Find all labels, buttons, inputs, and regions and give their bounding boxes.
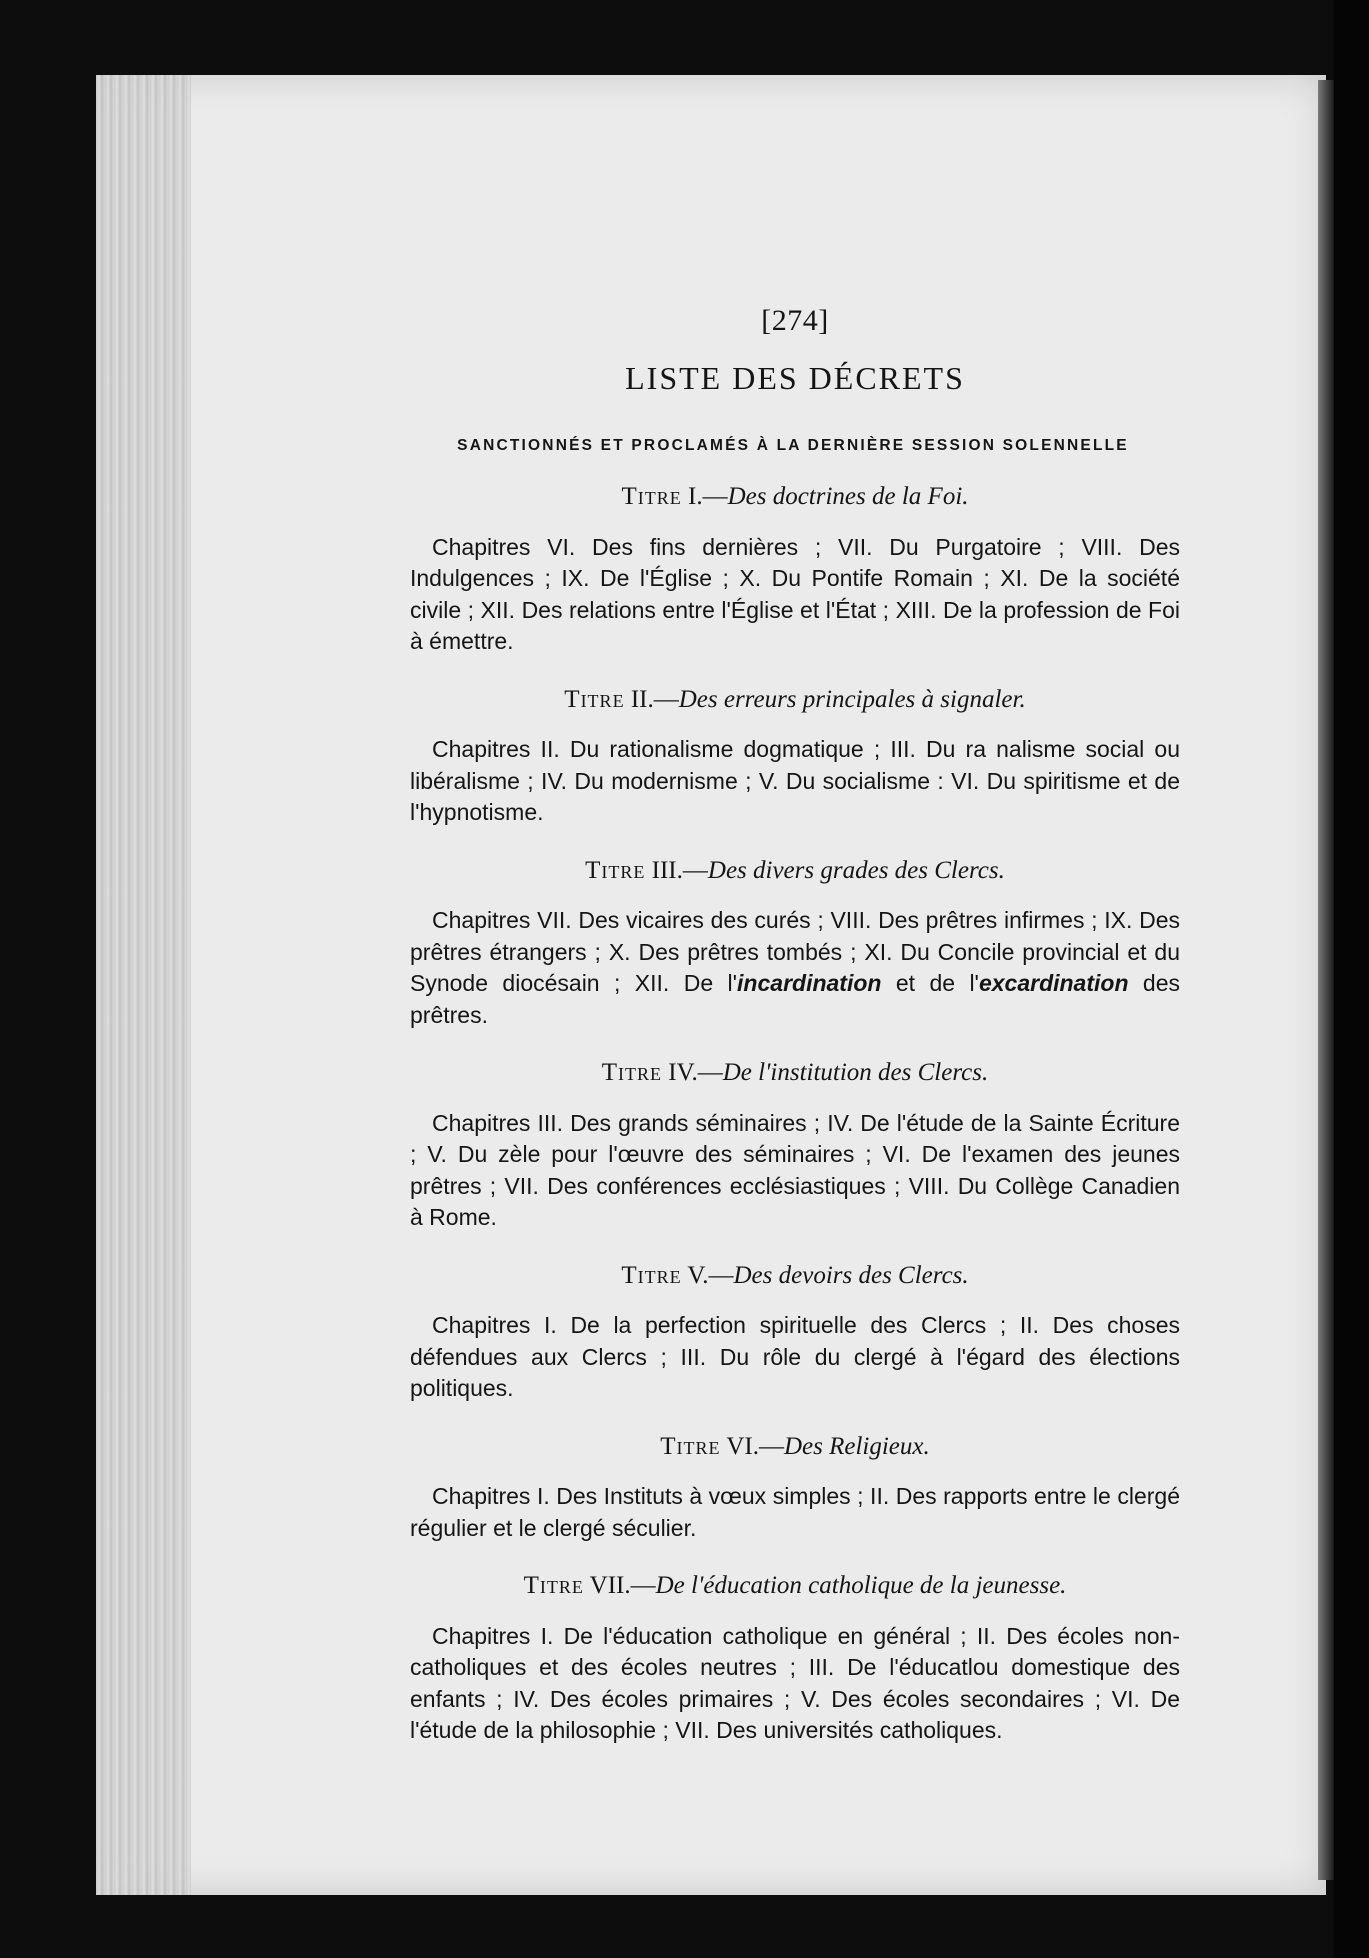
chapitres-text: des prêtres. <box>410 970 1180 1028</box>
chapitres-italic: incardination <box>737 970 882 996</box>
titre-heading <box>410 1570 1180 1603</box>
chapitres-paragraph: Chapitres VI. Des fins dernières ; VII. Du Purgatoire ; VIII. Des Indulgences ; IX. De l'Église ; X. Du Pontife Romain ; XI. De la société civile ; XII. Des relations entre l'Église et l'État ; XIII. De la profession de Foi à émettre. <box>410 533 1180 654</box>
chapitres-paragraph: Chapitres I. De l'éducation catholique en général ; II. Des écoles non-catholiques et des écoles neutres ; III. De l'éducatlou domestique des enfants ; IV. Des écoles primaires ; V. Des écoles secondaires ; VI. De l'étude de la philosophie ; VII. Des universités catholiques. <box>410 1622 1180 1743</box>
titre-section <box>410 1260 1180 1405</box>
page-title: LISTE DES DÉCRETS <box>625 360 965 396</box>
facing-page-edge <box>1318 80 1334 1880</box>
chapitres-paragraph <box>410 905 1180 1031</box>
titre-label: Titre <box>585 856 646 884</box>
titre-label: Titre <box>621 1261 682 1289</box>
titre-section <box>410 1431 1180 1545</box>
chapitres-italic: excardination <box>978 970 1129 996</box>
titre-heading <box>410 855 1180 888</box>
titre-label: Titre <box>660 1432 721 1460</box>
chapitres-paragraph: Chapitres II. Du rationalisme dogmatique ; III. Du ra nalisme social ou libéralisme ; IV. Du modernisme ; V. Du socialisme : VI. Du spiritisme et de l'hypnotisme. <box>410 736 1180 825</box>
titre-section <box>410 1057 1180 1234</box>
chapitres-paragraph: Chapitres I. De la perfection spirituelle des Clercs ; II. Des choses défendues aux Clercs ; III. Du rôle du clergé à l'égard des élections politiques. <box>410 1312 1180 1401</box>
titre-name: Des divers grades des Clercs. <box>707 856 1005 884</box>
titre-heading <box>410 1431 1180 1464</box>
chapitres-text: et de l' <box>881 970 979 996</box>
titre-heading <box>410 1057 1180 1090</box>
titre-name: Des doctrines de la Foi. <box>727 483 969 510</box>
titre-label: Titre <box>564 685 625 713</box>
titre-name: Des Religieux. <box>783 1432 930 1460</box>
titre-name: Des erreurs principales à signaler. <box>678 685 1026 713</box>
chapitres-paragraph: Chapitres III. Des grands séminaires ; IV. De l'étude de la Sainte Écriture ; V. Du zèle pour l'œuvre des séminaires ; VI. De l'examen des jeunes prêtres ; VII. Des conférences ecclésiastiques ; VIII. Du Collège Canadien à Rome. <box>410 1109 1180 1230</box>
titre-number: VI.— <box>726 1432 784 1460</box>
chapitres-text: Chapitres VII. Des vicaires des curés ; VIII. Des prêtres infirmes ; IX. Des prêtres étrangers ; X. Des prêtres tombés ; XI. Du Concile provincial et du Synode diocésain ; XII. De l' <box>410 907 1180 996</box>
titre-name: Des devoirs des Clercs. <box>733 1261 969 1289</box>
titre-heading <box>410 684 1180 717</box>
titre-section <box>410 1570 1180 1747</box>
titre-section <box>410 855 1180 1032</box>
page-gutter <box>96 75 191 1895</box>
chapitres-paragraph: Chapitres I. Des Instituts à vœux simples ; II. Des rapports entre le clergé régulier et le clergé séculier. <box>410 1483 1180 1541</box>
titre-number: IV.— <box>668 1059 723 1086</box>
titre-name: De l'institution des Clercs. <box>722 1059 989 1086</box>
titre-number: III.— <box>651 856 708 884</box>
titre-number: VII.— <box>589 1572 656 1599</box>
titre-name: De l'éducation catholique de la jeunesse. <box>655 1572 1067 1599</box>
titre-section <box>410 684 1180 829</box>
scan-margin-right <box>1334 0 1369 1958</box>
titre-heading <box>410 1260 1180 1293</box>
page-text <box>410 290 1180 1747</box>
titre-number: V.— <box>687 1261 734 1289</box>
titre-label: Titre <box>601 1059 663 1086</box>
titre-label: Titre <box>523 1572 584 1599</box>
page-number: [274] <box>761 304 829 337</box>
titre-section <box>410 481 1180 658</box>
titre-number: I.— <box>688 483 728 510</box>
titre-heading <box>410 481 1180 514</box>
titre-number: II.— <box>630 685 679 713</box>
titre-label: Titre <box>621 483 682 510</box>
page-subtitle: SANCTIONNÉS ET PROCLAMÉS À LA DERNIÈRE SESSION SOLENNELLE <box>457 437 1129 454</box>
